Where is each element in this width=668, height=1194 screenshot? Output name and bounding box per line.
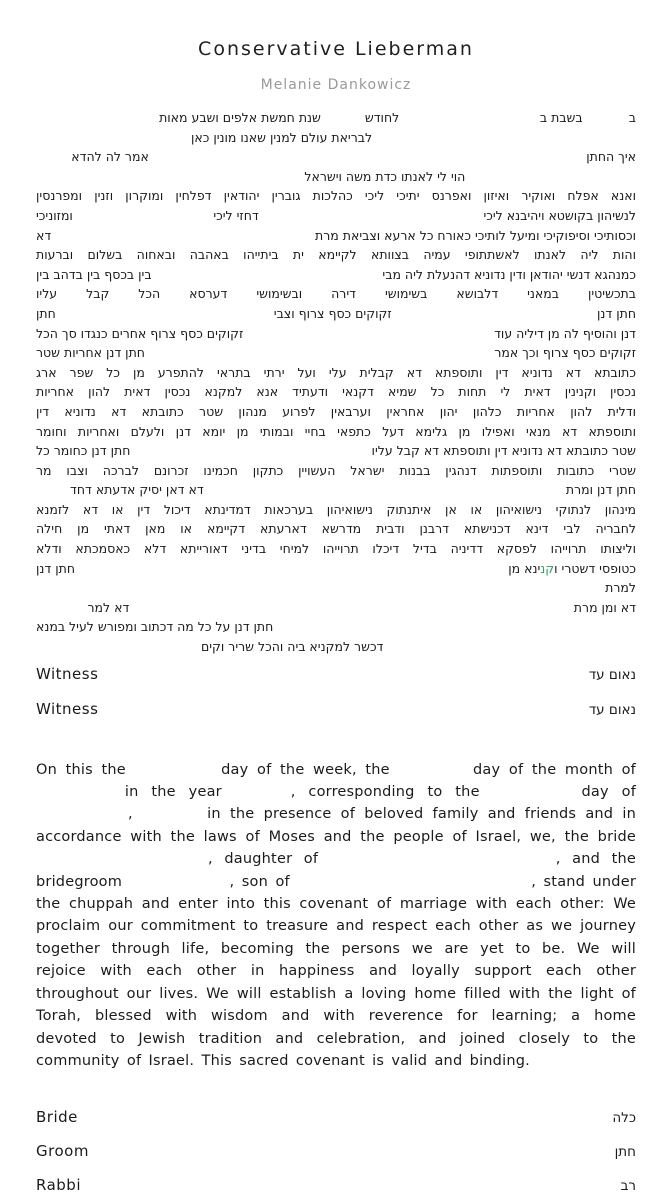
document-author: Melanie Dankowicz [260,77,412,93]
hebrew-text: למרת [605,580,636,596]
hebrew-text: כתובתא דא נדוניא דין ותוספתא דא קבלית עלי ועל ירתי בתראי להתפרע מן כל שפר ארג [36,364,636,380]
signature-row [36,1142,636,1160]
hebrew-line [36,167,636,187]
hebrew-text: ואנא אפלח ואוקיר ואיזון ואפרנס יתיכי ליכי כהלכות גוברין יהודאין דפלחין ומוקרון וזנין ומפרנסין [36,188,636,204]
witness-label-english: Witness [36,699,99,718]
hebrew-line [36,441,636,461]
signature-row [36,700,636,718]
hebrew-text: ומזוניכי [36,207,73,223]
fill-in-blank [149,160,586,161]
hebrew-text: וליצותו תרוייהו לפסקא דדיניה בדיל דיכלו תרוייהו למיחי בדיני דאורייתא דלא כאסמכתא ודלא [36,541,636,557]
hebrew-line [36,206,636,226]
hebrew-text: לנשיהון בקושטא ויהיבנא ליכי [483,207,636,223]
fill-in-blank [392,317,597,318]
signature-row [36,1176,636,1194]
fill-in-blank [273,630,636,631]
hebrew-line [36,186,636,206]
fill-in-blank [297,885,531,886]
fill-in-blank [583,121,629,122]
fill-in-blank [204,493,566,494]
fill-in-blank [235,795,291,796]
fill-in-blank [75,572,508,573]
hebrew-text: חתן דנן כחומר כל [36,443,131,459]
fill-in-blank [36,180,304,181]
english-text: , daughter of [208,851,330,868]
english-text: in the presence of beloved family and friends and in accordance with the laws of Moses and the people of Israel, we, the bride [36,806,636,845]
hebrew-text: והות ליה לאנתו לאשתתופי עמיה בצוותא לקיימא ית ביתייהו באהבה ובאחוה בשלום וברעות [36,247,636,263]
hebrew-text: חתן דנן [597,305,636,321]
signature-row [36,1108,636,1126]
hebrew-line [36,128,636,148]
hebrew-line [36,539,636,559]
signatory-label-english: Rabbi [36,1176,81,1194]
hebrew-line [36,402,636,422]
hebrew-text: וכסותיכי וסיפוקיכי ומיעל לותיכי כאורח כל ארעא וצביאת מרת [315,227,636,243]
hebrew-text: חתן [36,305,56,321]
hebrew-text: בין בכסף בין בדהב בין [36,266,152,282]
hebrew-line [36,461,636,481]
hebrew-text: דא [36,227,52,243]
hebrew-text: ב [628,110,636,125]
hebrew-line [36,637,636,657]
hebrew-line [36,265,636,285]
hebrew-line [36,343,636,363]
bride-groom-rabbi-signature-section [36,1108,636,1194]
fill-in-blank [130,454,371,455]
fill-in-blank [152,278,383,279]
hebrew-text: דנן והוסיף לה מן דיליה עוד [494,325,636,341]
signatory-label-hebrew: רב [620,1178,636,1194]
hebrew-text: איך החתן [586,149,636,165]
hebrew-line [36,226,636,246]
hebrew-text-section [36,108,636,657]
hebrew-line [36,363,636,383]
hebrew-text: כטופסי דשטרי ו [554,560,636,576]
fill-in-blank [243,337,494,338]
fill-in-blank [36,862,208,863]
hebrew-text: חתן דנן [36,560,75,576]
hebrew-text: נכסין וקנינין דאית לי תחות כל שמיא דקנאי ודעתיד אנא למקנא נכסין דאית להון אחריות [36,384,636,400]
signatory-label-hebrew: כלה [612,1110,636,1127]
hebrew-text: לבריאת עולם למנין שאנו מונין כאן [190,129,373,145]
hebrew-text: דכשר למקניא ביה והכל שריר וקים [200,639,384,655]
hebrew-text: לחודש [364,110,400,125]
fill-in-blank [145,356,494,357]
english-text: , corresponding to the [290,784,493,801]
fill-in-blank [383,650,636,651]
hebrew-text: מינהון לנתוקי נישואיהון או אן איתנתוק נישואיהון בערכאות דמדינתא דיכול דין או דא לזמנא [36,501,636,517]
fill-in-blank [130,885,230,886]
fill-in-blank [51,239,315,240]
document-title: Conservative Lieberman [198,38,474,60]
english-text: in the year [112,784,235,801]
witness-label-hebrew: נאום עד [588,666,636,683]
signatory-label-english: Bride [36,1108,78,1127]
english-text: day of the week, the [212,761,399,778]
english-text: , and the bridegroom [36,851,636,890]
fill-in-blank [36,121,159,122]
hebrew-line [36,324,636,344]
hebrew-text: כמנהגא דנשי יהודאן ודין נדוניא דהנעלת ליה מבי [382,266,636,282]
hebrew-text: דא ומן מרת [573,599,636,615]
hebrew-text: ינא מן [508,560,541,576]
hebrew-line [36,519,636,539]
fill-in-blank [493,795,569,796]
hebrew-line [36,245,636,265]
fill-in-blank [36,493,70,494]
hebrew-line [36,284,636,304]
english-text-section [36,759,636,1073]
hebrew-line [36,559,636,579]
fill-in-blank [465,180,636,181]
hebrew-line [36,480,636,500]
fill-in-blank [398,773,464,774]
hebrew-text: הוי לי לאנתו כדת משה וישראל [304,168,466,184]
hebrew-line [36,304,636,324]
fill-in-blank [129,611,573,612]
signatory-label-english: Groom [36,1142,89,1161]
fill-in-blank [73,219,213,220]
hebrew-text: זקוקים כסף צרוף אחרים כנגדו סך הכל [36,325,244,341]
hebrew-text: חתן דנן על כל מה דכתוב ומפורש לעיל במנא [36,619,274,635]
hebrew-line [36,578,636,598]
fill-in-blank [142,817,198,818]
english-text: day of the month of [464,761,636,778]
fill-in-blank [36,160,71,161]
hebrew-line [36,108,636,128]
signature-row [36,665,636,683]
fill-in-blank [56,317,274,318]
hebrew-text: אמר לה להדא [71,149,149,165]
fill-in-blank [36,591,605,592]
hebrew-text: ותוספתא דא מנאי ואפילו מן גלימא דעל כתפאי בחיי ובמותי מן יומא דנן ולעלם ואחריות וחומר [36,423,636,439]
fill-in-blank [259,219,484,220]
hebrew-line [36,382,636,402]
witness-label-english: Witness [36,664,99,683]
fill-in-blank [36,141,191,142]
fill-in-blank [36,817,128,818]
witness-label-hebrew: נאום עד [588,701,636,718]
english-text: , [128,806,142,823]
english-text: On this the [36,761,135,778]
hebrew-text: זקוקים כסף צרוף וכך אמר [494,345,636,361]
fill-in-blank [330,862,556,863]
hebrew-text: חתן דנן ומרת [565,482,636,498]
hebrew-line [36,147,636,167]
hebrew-text: חתן דנן אחריות שטר [36,345,145,361]
hebrew-line [36,598,636,618]
hebrew-text: דחזי ליכי [213,207,259,223]
hebrew-text: זקוקים כסף צרוף וצבי [273,305,392,321]
hebrew-text: דא דאן יסיק אדעתא דחד [70,482,204,498]
hebrew-line [36,617,636,637]
signatory-label-hebrew: חתן [614,1144,636,1161]
hebrew-text: בשבת ב [539,110,583,125]
hebrew-text-green: קנ [540,560,555,576]
hebrew-text: שטר כתובתא דא נדוניא דין ותוספתא דא קבל עליו [371,443,636,459]
hebrew-text: שטרי כתובות ותוספתות דנהגין בבנות ישראל העשויין כתקון חכמינו זכרונם לברכה וצבו מר [36,462,636,478]
hebrew-text: שנת חמשת אלפים ושבע מאות [159,110,321,125]
fill-in-blank [36,650,201,651]
english-text: day of [568,784,637,801]
fill-in-blank [372,141,636,142]
hebrew-line [36,500,636,520]
witness-signature-section [36,665,636,718]
english-text: , son of [229,873,298,890]
hebrew-text: ודלית להון אחריות כלהון יהון אחראין וערבאין לפרוע מנהון שטר כתובתא דא נדוניא דין [36,403,636,419]
fill-in-blank [36,795,112,796]
fill-in-blank [321,121,365,122]
english-text: , stand under the chuppah and enter into this covenant of marriage with each other: We proclaim our commitment to treasure and respect each other as we journey together through life, becoming the persons we are yet to be. We will rejoice with each other in happiness and loyally support each other throughout our lives. We will establish a loving home filled with the light of Torah, blessed with wisdom and with reverence for learning; a home devoted to Jewish tradition and celebration, and joined closely to the community of Israel. This sacred covenant is valid and binding. [36,873,636,1069]
hebrew-text: דא למר [87,599,130,615]
hebrew-line [36,422,636,442]
hebrew-text: לחבריה לבי דינא דכנישתא דרבנן ודבית מדרשא דארעתא דקיימא או מאן דאתי מן חילה [36,521,636,537]
fill-in-blank [135,773,213,774]
fill-in-blank [399,121,540,122]
hebrew-text: בתכשיטין במאני דלבושא בשימושי דירה ובשימושי דערסא הכל קבל עליו [36,286,636,302]
fill-in-blank [36,611,88,612]
